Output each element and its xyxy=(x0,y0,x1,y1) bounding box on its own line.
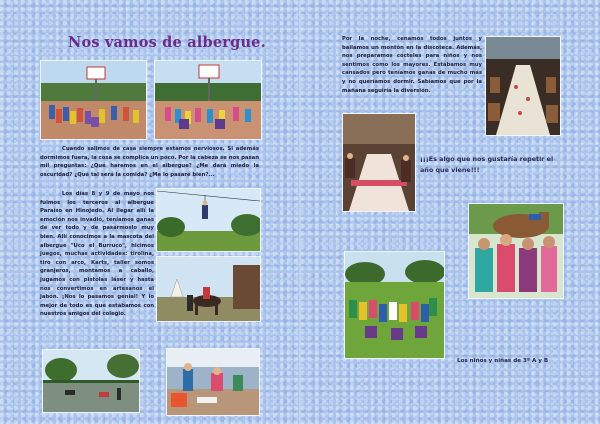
photo-group-basketball-2 xyxy=(154,60,262,140)
photo-dining-hall xyxy=(342,113,416,212)
photo-group-basketball-1 xyxy=(40,60,147,140)
photo-kids-with-horse xyxy=(468,203,564,299)
photo-zipline xyxy=(156,188,261,252)
trip-paragraph: Los días 8 y 9 de mayo nos fuimos los terceros al albergue Paraíso en Hinojedo. Al llegar allí la emoción nos invadió, teníamos ganas de ver todo y de pasármoslo muy bien. Allí conocimos a la mascota del albergue "Uco el Burruco", hicimos juegos, muchas actividades: tirolina, tiro con arco, Karts, taller somos granjeros, montamos a caballo, jugamos con pistolas láser y hasta nos convertimos en artesanos el jabón. ¡Nos lo pasamos genial! Y lo mejor de todo es que estábamos con nuestros amigos del colegio. xyxy=(40,191,154,318)
photo-dinner-table xyxy=(485,36,561,136)
photo-group-field xyxy=(344,251,445,359)
class-credit: Los niños y niñas de 3º A y B xyxy=(457,358,549,364)
photo-soap-workshop xyxy=(166,348,260,416)
intro-paragraph: Cuando salimos de casa siempre estamos nerviosos. Si además dormimos fuera, la cosa se complica un poco. Por la cabeza se nos pasan mil preguntas: ¿Qué haremos en el albergue? ¿Me dará miedo la oscuridad? ¿Qué tal será la comida? ¿Me lo pasaré bien?... xyxy=(40,146,259,178)
photo-horse-riding xyxy=(156,256,261,322)
photo-karts-track xyxy=(42,349,140,413)
highlight-quote: ¡¡¡Es algo que nos gustaría repetir el año que viene!!! xyxy=(420,155,554,174)
article-title: Nos vamos de albergue. xyxy=(68,34,266,51)
right-page xyxy=(300,0,600,424)
night-paragraph: Por la noche, cenamos todos juntos y bailamos un montón en la discoteca. Además, nos preparamos cócteles para niños y nos sentimos como los mayores. Estábamos muy cansados pero teníamos ganas de mucho más y no queríamos dormir. Sabíamos que por la mañana seguiría la diversión. xyxy=(342,36,482,94)
